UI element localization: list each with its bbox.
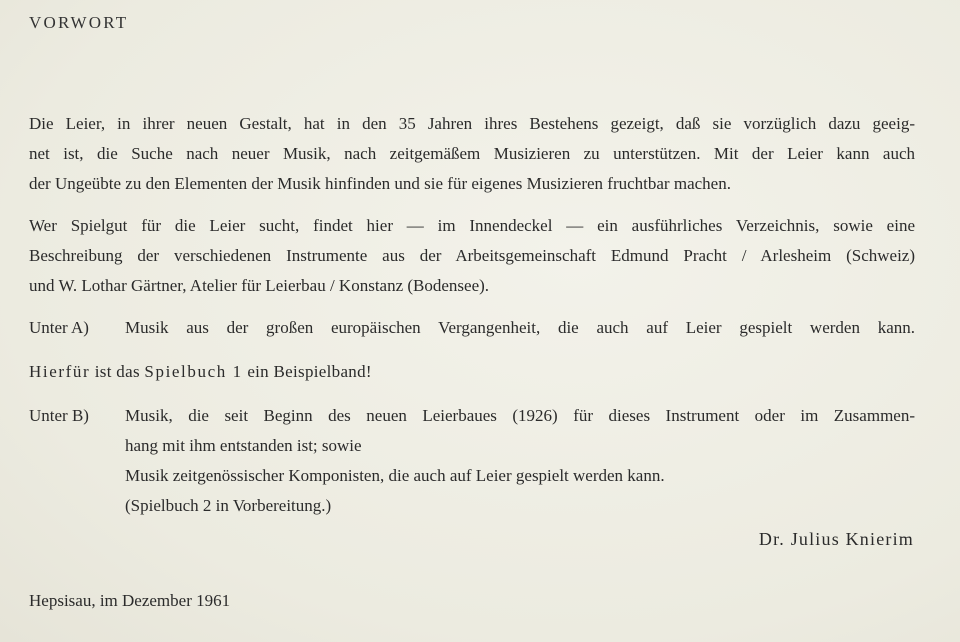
place-date: Hepsisau, im Dezember 1961 <box>29 591 231 610</box>
hint-part: Spielbuch 1 <box>144 362 243 381</box>
section-a-label: Unter A) <box>29 318 89 337</box>
text-line: (Spielbuch 2 in Vorbereitung.) <box>125 496 332 515</box>
section-b-label: Unter B) <box>29 406 89 425</box>
text-line: Musik zeitgenössischer Komponisten, die auch auf Leier gespielt werden kann. <box>125 466 665 485</box>
text-line: Wer Spielgut für die Leier sucht, findet hier — im Innendeckel — ein ausführliches Verzeichnis, sowie eine <box>29 216 915 235</box>
section-a-text: Musik aus der großen europäischen Vergangenheit, die auch auf Leier gespielt werden kann. <box>125 318 915 337</box>
text-line: hang mit ihm entstanden ist; sowie <box>125 436 362 455</box>
hint-part: ist das <box>90 362 145 381</box>
text-line: Musik, die seit Beginn des neuen Leierbaues (1926) für dieses Instrument oder im Zusammen- <box>125 406 915 425</box>
text-line: und W. Lothar Gärtner, Atelier für Leierbau / Konstanz (Bodensee). <box>29 276 490 295</box>
paragraph-catalog <box>29 211 915 301</box>
paragraph-intro <box>29 109 915 199</box>
page-heading: VORWORT <box>29 13 129 32</box>
text-line: Beschreibung der verschiedenen Instrumente aus der Arbeitsgemeinschaft Edmund Pracht / Arlesheim (Schweiz) <box>29 246 915 265</box>
section-b-body <box>125 401 915 521</box>
hint-part: ein Beispielband! <box>242 362 372 381</box>
hint-part: Hierfür <box>29 362 91 381</box>
text-line: Die Leier, in ihrer neuen Gestalt, hat in den 35 Jahren ihres Bestehens gezeigt, daß sie vorzüglich dazu geeig- <box>29 114 915 133</box>
signature: Dr. Julius Knierim <box>758 529 914 549</box>
text-line: der Ungeübte zu den Elementen der Musik hinfinden und sie für eigenes Musizieren fruchtbar machen. <box>29 174 731 193</box>
text-line: net ist, die Suche nach neuer Musik, nach zeitgemäßem Musizieren zu unterstützen. Mit der Leier kann auch <box>29 144 915 163</box>
spielbuch-hint <box>29 357 915 387</box>
